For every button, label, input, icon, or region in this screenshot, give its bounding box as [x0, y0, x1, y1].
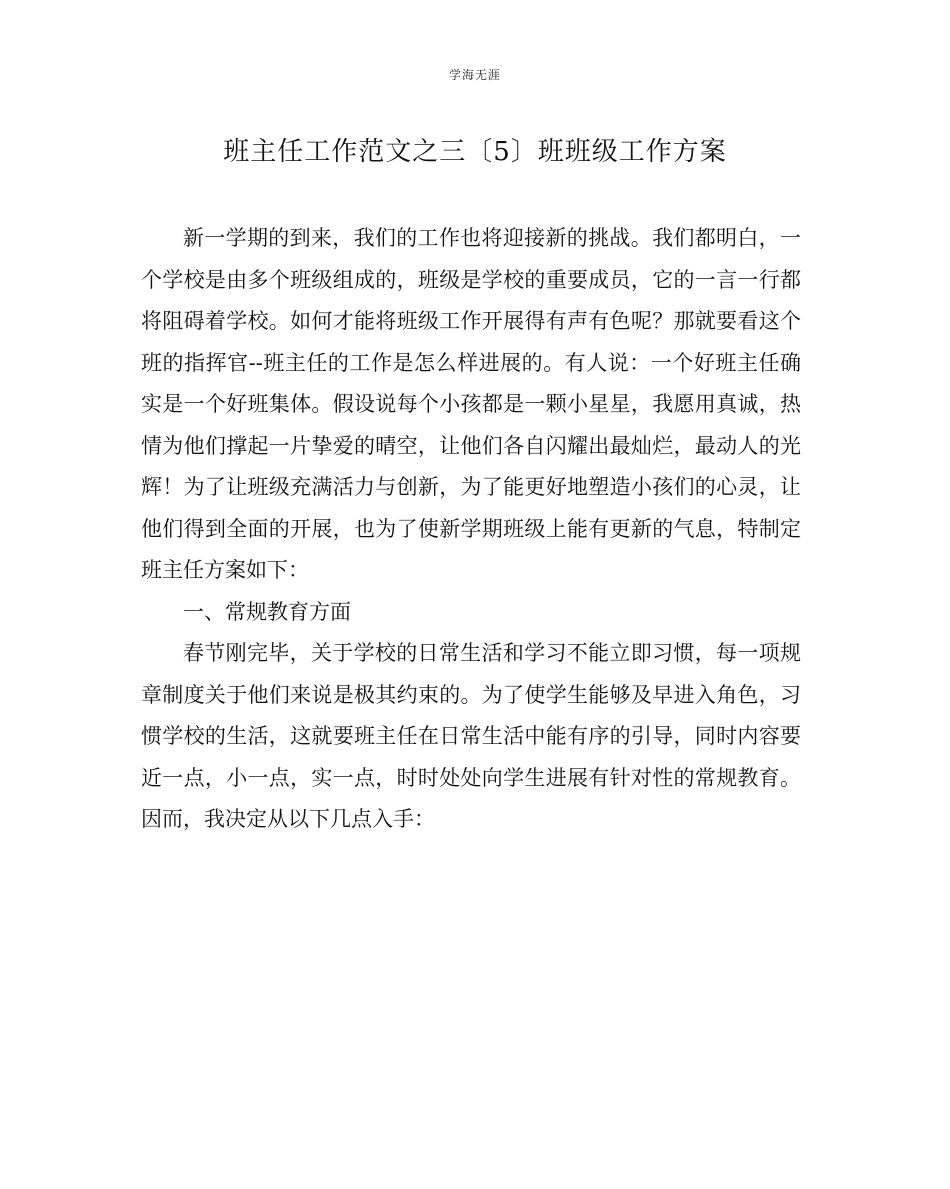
- document-body: [141, 218, 801, 841]
- page-header: 学海无涯: [448, 68, 501, 82]
- section-heading: 一、常规教育方面: [183, 599, 351, 624]
- document-title: 班主任工作范文之三〔5〕班班级工作方案: [223, 137, 727, 167]
- intro-paragraph: 新一学期的到来，我们的工作也将迎接新的挑战。我们都明白，一个学校是由多个班级组成的，班级是学校的重要成员，它的一言一行都将阻碍着学校。如何才能将班级工作开展得有声有色呢？那就要看这个班的指挥官--班主任的工作是怎么样进展的。有人说：一个好班主任确实是一个好班集体。假设说每个小孩都是一颗小星星，我愿用真诚，热情为他们撑起一片挚爱的晴空，让他们各自闪耀出最灿烂，最动人的光辉！为了让班级充满活力与创新，为了能更好地塑造小孩们的心灵，让他们得到全面的开展，也为了使新学期班级上能有更新的气息，特制定班主任方案如下：: [141, 226, 801, 582]
- section-paragraph: 春节刚完毕，关于学校的日常生活和学习不能立即习惯，每一项规章制度关于他们来说是极其约束的。为了使学生能够及早进入角色，习惯学校的生活，这就要班主任在日常生活中能有序的引导，同时内容要近一点，小一点，实一点，时时处处向学生进展有针对性的常规教育。因而，我决定从以下几点入手：: [141, 641, 801, 831]
